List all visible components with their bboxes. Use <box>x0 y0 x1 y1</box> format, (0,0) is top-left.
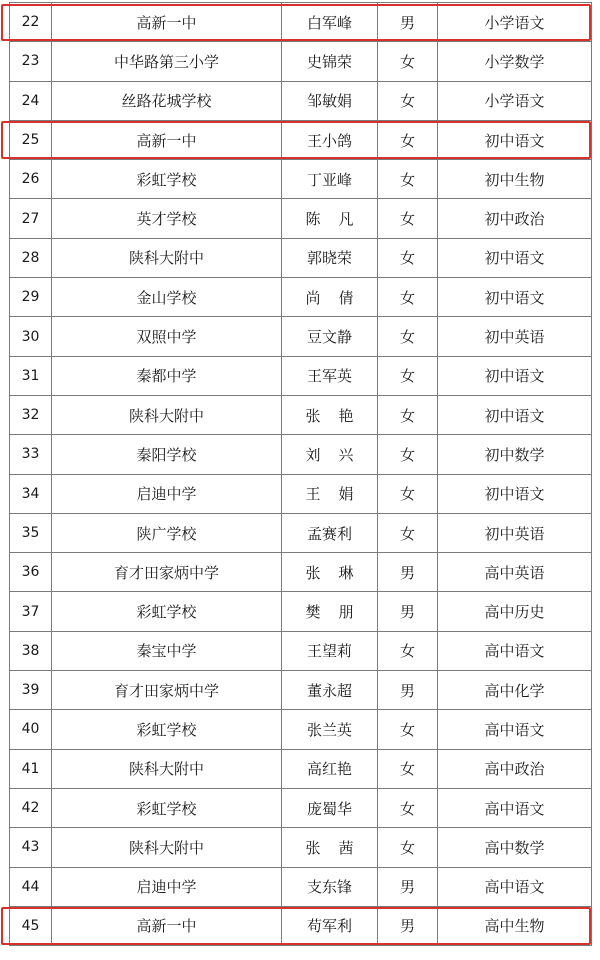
subject-cell: 初中英语 <box>438 317 592 356</box>
row-number-cell: 31 <box>10 356 52 395</box>
school-cell: 高新一中 <box>52 906 282 945</box>
teacher-name-cell: 王望莉 <box>282 631 378 670</box>
school-cell: 高新一中 <box>52 120 282 159</box>
teacher-name-cell: 邹敏娟 <box>282 81 378 120</box>
table-row <box>10 199 592 238</box>
table-row <box>10 356 592 395</box>
teacher-name-cell: 孟赛利 <box>282 513 378 552</box>
row-number-cell: 39 <box>10 671 52 710</box>
subject-cell: 高中语文 <box>438 631 592 670</box>
row-number-cell: 34 <box>10 474 52 513</box>
row-number-cell: 22 <box>10 3 52 42</box>
teacher-name-cell: 王小鸽 <box>282 120 378 159</box>
row-number-cell: 42 <box>10 788 52 827</box>
subject-cell: 初中政治 <box>438 199 592 238</box>
row-number-cell: 38 <box>10 631 52 670</box>
table-body <box>10 3 592 946</box>
gender-cell: 女 <box>378 631 438 670</box>
subject-cell: 高中政治 <box>438 749 592 788</box>
row-number-cell: 23 <box>10 42 52 81</box>
row-number-cell: 43 <box>10 828 52 867</box>
table-row <box>10 317 592 356</box>
teacher-name-cell: 史锦荣 <box>282 42 378 81</box>
teacher-name-cell: 王娟 <box>282 474 378 513</box>
subject-cell: 高中生物 <box>438 906 592 945</box>
table-row <box>10 278 592 317</box>
table-row <box>10 395 592 434</box>
school-cell: 彩虹学校 <box>52 160 282 199</box>
table-row <box>10 710 592 749</box>
teacher-list-table <box>9 2 592 946</box>
subject-cell: 初中语文 <box>438 395 592 434</box>
row-number-cell: 35 <box>10 513 52 552</box>
school-cell: 彩虹学校 <box>52 710 282 749</box>
row-number-cell: 32 <box>10 395 52 434</box>
row-number-cell: 29 <box>10 278 52 317</box>
gender-cell: 女 <box>378 513 438 552</box>
table-row <box>10 671 592 710</box>
gender-cell: 女 <box>378 238 438 277</box>
subject-cell: 初中生物 <box>438 160 592 199</box>
school-cell: 秦宝中学 <box>52 631 282 670</box>
subject-cell: 高中语文 <box>438 788 592 827</box>
subject-cell: 初中语文 <box>438 278 592 317</box>
subject-cell: 初中语文 <box>438 120 592 159</box>
table-row <box>10 631 592 670</box>
school-cell: 丝路花城学校 <box>52 81 282 120</box>
teacher-name-cell: 张琳 <box>282 553 378 592</box>
subject-cell: 高中历史 <box>438 592 592 631</box>
row-number-cell: 28 <box>10 238 52 277</box>
table-row <box>10 238 592 277</box>
table-row <box>10 42 592 81</box>
school-cell: 中华路第三小学 <box>52 42 282 81</box>
teacher-name-cell: 董永超 <box>282 671 378 710</box>
row-number-cell: 37 <box>10 592 52 631</box>
school-cell: 陕科大附中 <box>52 238 282 277</box>
row-number-cell: 45 <box>10 906 52 945</box>
gender-cell: 女 <box>378 710 438 749</box>
gender-cell: 女 <box>378 828 438 867</box>
school-cell: 启迪中学 <box>52 474 282 513</box>
gender-cell: 女 <box>378 395 438 434</box>
teacher-name-cell: 庞蜀华 <box>282 788 378 827</box>
gender-cell: 男 <box>378 671 438 710</box>
teacher-name-cell: 樊朋 <box>282 592 378 631</box>
table-row <box>10 435 592 474</box>
subject-cell: 初中数学 <box>438 435 592 474</box>
row-number-cell: 24 <box>10 81 52 120</box>
school-cell: 彩虹学校 <box>52 788 282 827</box>
teacher-name-cell: 豆文静 <box>282 317 378 356</box>
row-number-cell: 25 <box>10 120 52 159</box>
teacher-name-cell: 丁亚峰 <box>282 160 378 199</box>
row-number-cell: 44 <box>10 867 52 906</box>
row-number-cell: 36 <box>10 553 52 592</box>
table-row <box>10 160 592 199</box>
teacher-name-cell: 白军峰 <box>282 3 378 42</box>
row-number-cell: 27 <box>10 199 52 238</box>
gender-cell: 女 <box>378 317 438 356</box>
table-row <box>10 749 592 788</box>
subject-cell: 高中英语 <box>438 553 592 592</box>
row-number-cell: 33 <box>10 435 52 474</box>
gender-cell: 女 <box>378 81 438 120</box>
teacher-name-cell: 支东锋 <box>282 867 378 906</box>
teacher-name-cell: 陈凡 <box>282 199 378 238</box>
table-row <box>10 81 592 120</box>
teacher-name-cell: 刘兴 <box>282 435 378 474</box>
gender-cell: 男 <box>378 867 438 906</box>
row-number-cell: 30 <box>10 317 52 356</box>
subject-cell: 初中语文 <box>438 238 592 277</box>
subject-cell: 高中语文 <box>438 867 592 906</box>
subject-cell: 小学语文 <box>438 81 592 120</box>
subject-cell: 小学数学 <box>438 42 592 81</box>
gender-cell: 女 <box>378 474 438 513</box>
table-row <box>10 906 592 945</box>
table-row <box>10 553 592 592</box>
subject-cell: 高中化学 <box>438 671 592 710</box>
school-cell: 陕科大附中 <box>52 395 282 434</box>
table-row <box>10 788 592 827</box>
school-cell: 金山学校 <box>52 278 282 317</box>
gender-cell: 女 <box>378 160 438 199</box>
subject-cell: 初中英语 <box>438 513 592 552</box>
school-cell: 启迪中学 <box>52 867 282 906</box>
subject-cell: 初中语文 <box>438 356 592 395</box>
table-row <box>10 120 592 159</box>
row-number-cell: 41 <box>10 749 52 788</box>
teacher-name-cell: 张茜 <box>282 828 378 867</box>
gender-cell: 男 <box>378 592 438 631</box>
table-row <box>10 474 592 513</box>
subject-cell: 高中数学 <box>438 828 592 867</box>
table-row <box>10 867 592 906</box>
school-cell: 英才学校 <box>52 199 282 238</box>
gender-cell: 女 <box>378 435 438 474</box>
gender-cell: 男 <box>378 553 438 592</box>
school-cell: 育才田家炳中学 <box>52 671 282 710</box>
teacher-name-cell: 尚倩 <box>282 278 378 317</box>
teacher-name-cell: 王军英 <box>282 356 378 395</box>
school-cell: 双照中学 <box>52 317 282 356</box>
school-cell: 陕科大附中 <box>52 828 282 867</box>
teacher-name-cell: 高红艳 <box>282 749 378 788</box>
school-cell: 育才田家炳中学 <box>52 553 282 592</box>
school-cell: 高新一中 <box>52 3 282 42</box>
gender-cell: 男 <box>378 906 438 945</box>
gender-cell: 女 <box>378 356 438 395</box>
gender-cell: 女 <box>378 749 438 788</box>
subject-cell: 初中语文 <box>438 474 592 513</box>
gender-cell: 女 <box>378 42 438 81</box>
row-number-cell: 40 <box>10 710 52 749</box>
teacher-name-cell: 张艳 <box>282 395 378 434</box>
school-cell: 彩虹学校 <box>52 592 282 631</box>
gender-cell: 女 <box>378 788 438 827</box>
school-cell: 陕广学校 <box>52 513 282 552</box>
table-row <box>10 828 592 867</box>
table-row <box>10 513 592 552</box>
table-row <box>10 592 592 631</box>
table-row <box>10 3 592 42</box>
teacher-name-cell: 张兰英 <box>282 710 378 749</box>
teacher-name-cell: 苟军利 <box>282 906 378 945</box>
subject-cell: 高中语文 <box>438 710 592 749</box>
school-cell: 秦阳学校 <box>52 435 282 474</box>
teacher-name-cell: 郭晓荣 <box>282 238 378 277</box>
school-cell: 陕科大附中 <box>52 749 282 788</box>
gender-cell: 男 <box>378 3 438 42</box>
row-number-cell: 26 <box>10 160 52 199</box>
school-cell: 秦都中学 <box>52 356 282 395</box>
subject-cell: 小学语文 <box>438 3 592 42</box>
gender-cell: 女 <box>378 120 438 159</box>
gender-cell: 女 <box>378 199 438 238</box>
gender-cell: 女 <box>378 278 438 317</box>
